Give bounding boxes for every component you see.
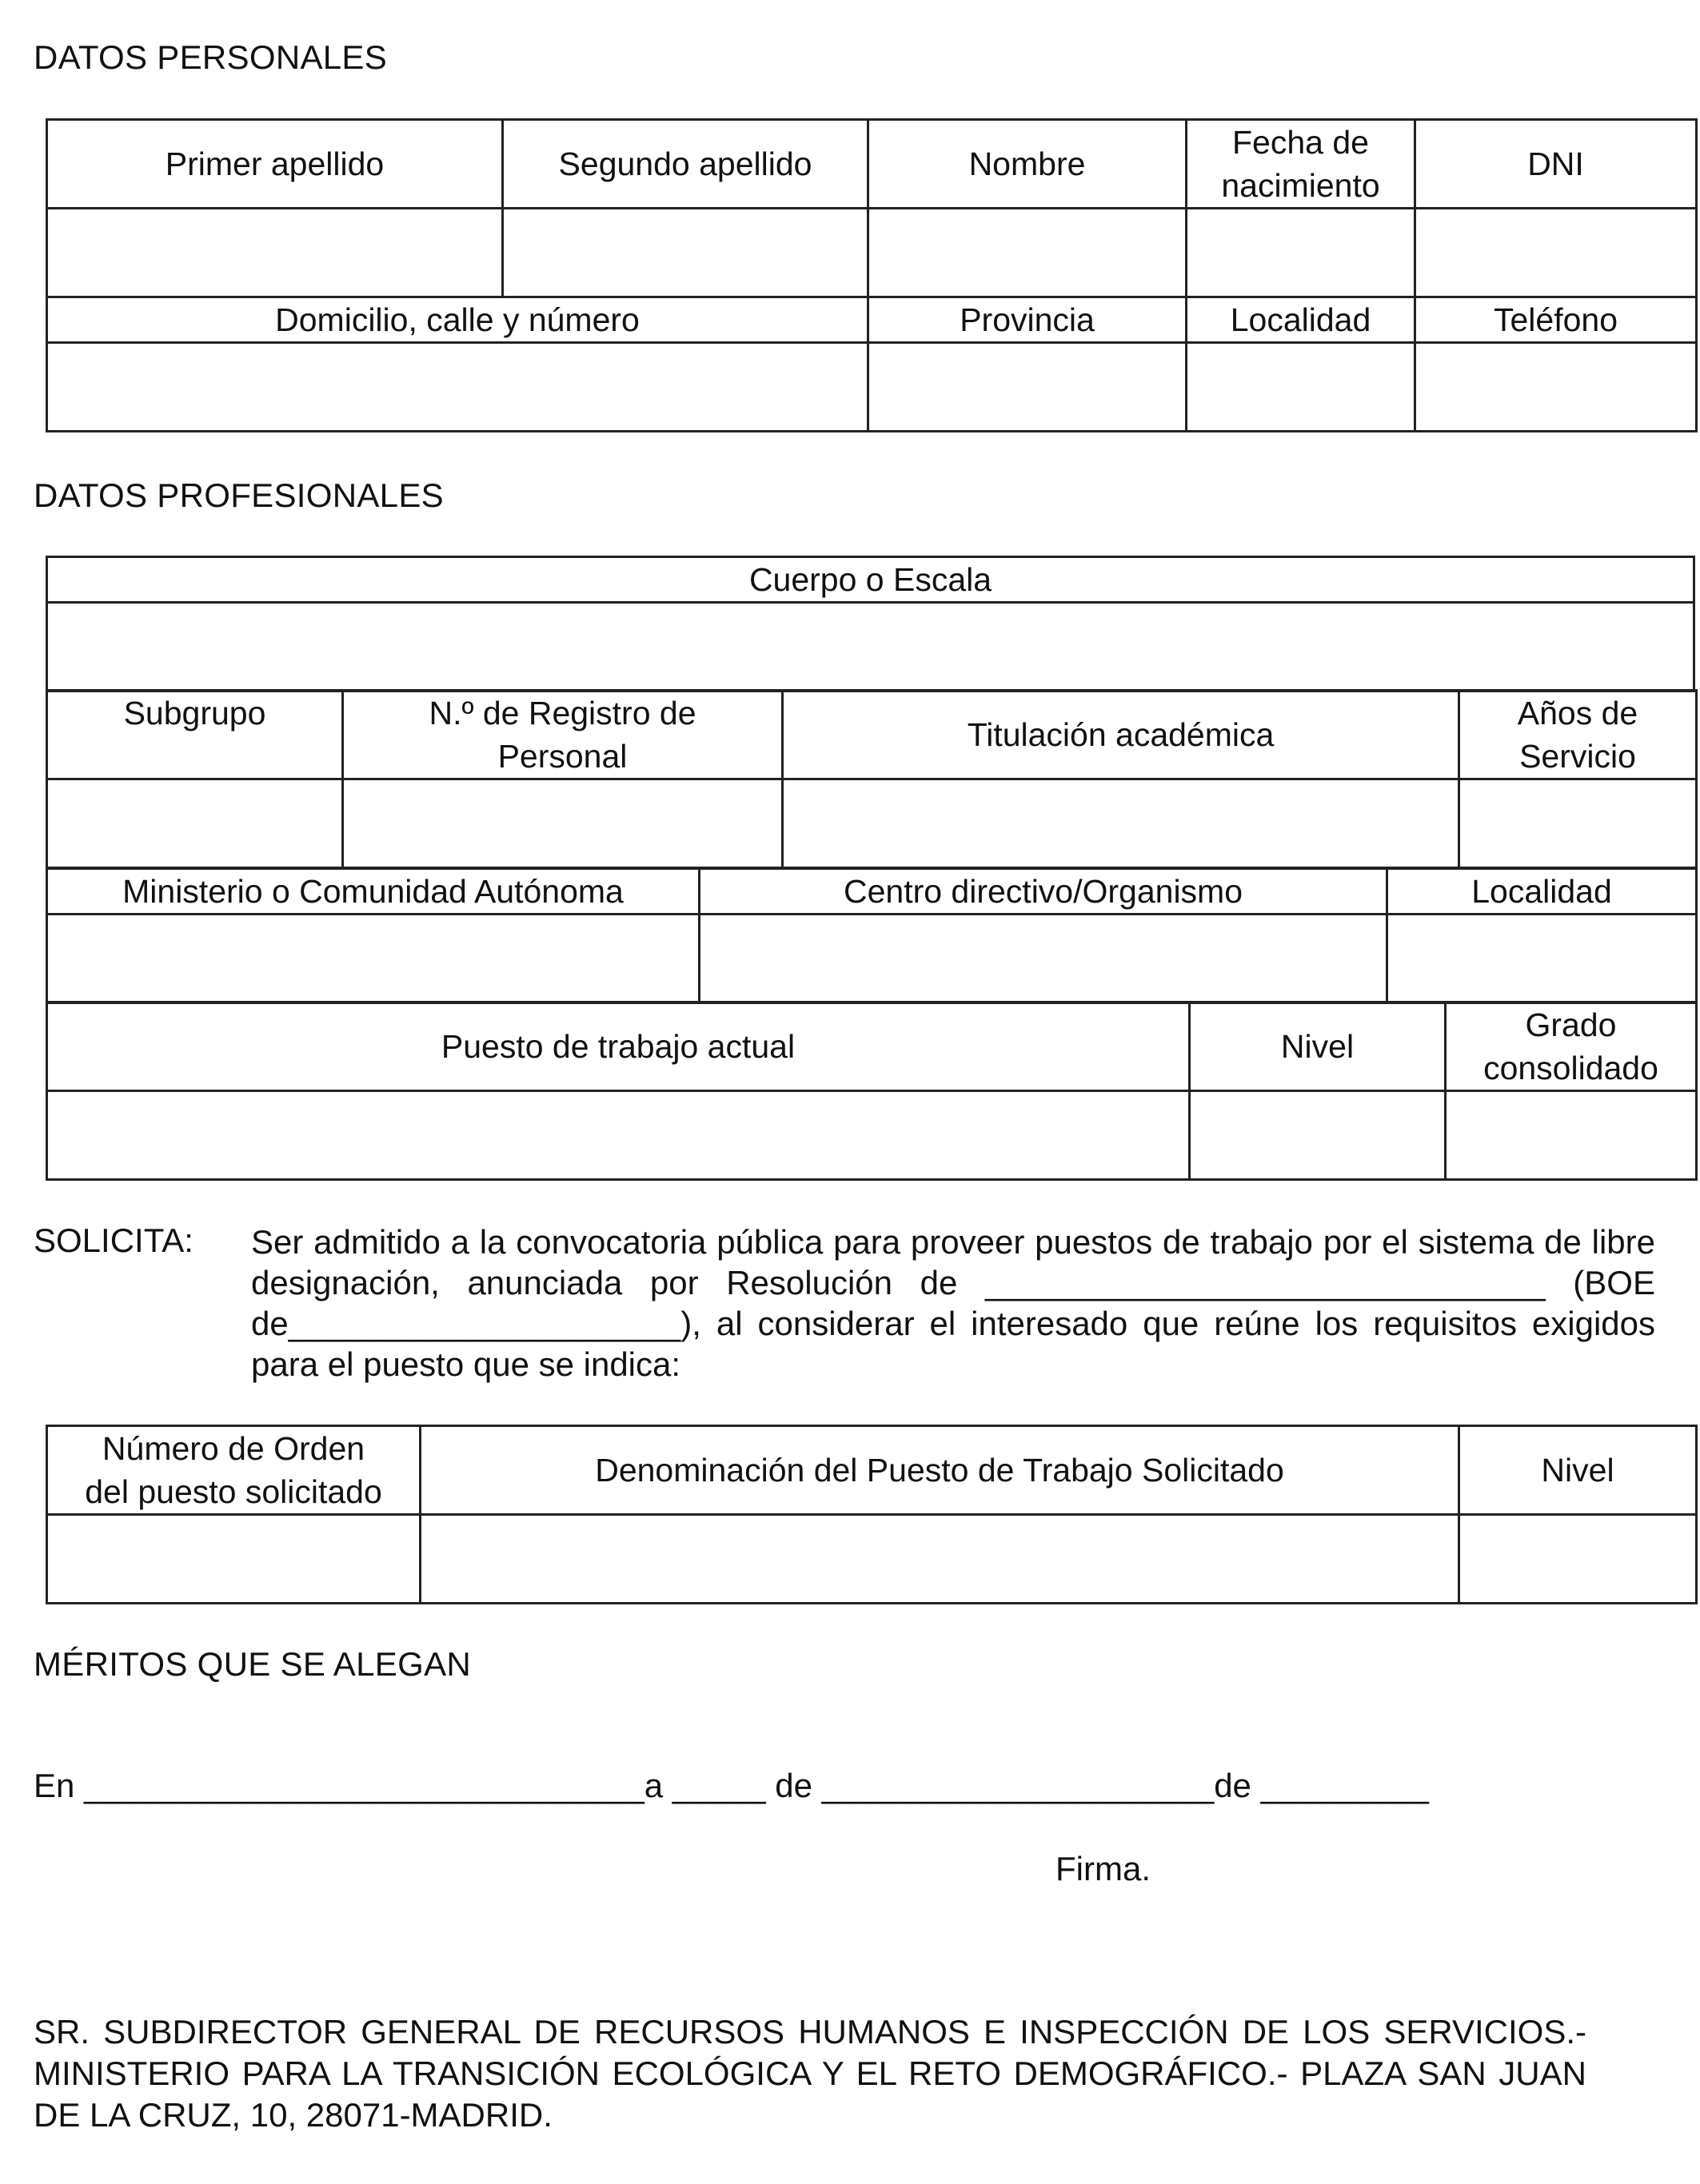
boe-date-blank[interactable]: _____________________: [288, 1305, 681, 1342]
header-cuerpo-escala: Cuerpo o Escala: [47, 557, 1694, 603]
field-puesto-actual[interactable]: [47, 1091, 1190, 1180]
solicita-text-part1: Ser admitido a la convocatoria pública para proveer puestos de trabajo por el sistema de libre designación, anunciada por Resolución de ______________________________ (BOE de: [251, 1223, 1655, 1342]
firma-label: Firma.: [1056, 1850, 1151, 1887]
professional-subgrupo-table: [46, 689, 1698, 869]
header-centro-directivo: Centro directivo/Organismo: [700, 869, 1387, 915]
field-subgrupo[interactable]: [47, 779, 343, 868]
header-grado-consolidado: Grado consolidado: [1446, 1002, 1697, 1091]
section-title-meritos: MÉRITOS QUE SE ALEGAN: [34, 1645, 472, 1683]
header-primer-apellido: Primer apellido: [47, 120, 503, 209]
field-localidad-prof[interactable]: [1387, 915, 1697, 1003]
header-localidad-prof: Localidad: [1387, 869, 1697, 915]
header-anos-servicio: Años de Servicio: [1459, 691, 1697, 779]
solicita-text: [251, 1222, 1655, 1385]
header-ministerio: Ministerio o Comunidad Autónoma: [47, 869, 700, 915]
field-denominacion[interactable]: [421, 1515, 1459, 1604]
header-subgrupo: Subgrupo: [47, 691, 343, 779]
field-grado-consolidado[interactable]: [1446, 1091, 1697, 1180]
field-registro-personal[interactable]: [343, 779, 783, 868]
section-title-professional: DATOS PROFESIONALES: [34, 476, 444, 514]
header-nivel: Nivel: [1190, 1002, 1446, 1091]
solicita-text-part2: ), al considerar el interesado que reúne los requisitos exigidos para el puesto que se indica:: [251, 1305, 1655, 1383]
section-title-personal: DATOS PERSONALES: [34, 38, 388, 76]
solicita-label: SOLICITA:: [34, 1222, 194, 1259]
professional-cuerpo-table: [46, 556, 1695, 692]
requested-position-table: [46, 1425, 1698, 1604]
professional-ministerio-table: [46, 867, 1698, 1004]
header-domicilio: Domicilio, calle y número: [47, 297, 868, 343]
field-centro-directivo[interactable]: [700, 915, 1387, 1003]
field-domicilio[interactable]: [47, 343, 868, 432]
personal-data-table: [46, 118, 1698, 432]
field-cuerpo-escala[interactable]: [47, 603, 1694, 691]
header-segundo-apellido: Segundo apellido: [503, 120, 868, 209]
field-nivel-solicitado[interactable]: [1459, 1515, 1697, 1604]
field-primer-apellido[interactable]: [47, 209, 503, 297]
field-fecha-nacimiento[interactable]: [1187, 209, 1415, 297]
header-numero-orden: Número de Orden del puesto solicitado: [47, 1426, 421, 1515]
field-segundo-apellido[interactable]: [503, 209, 868, 297]
header-localidad: Localidad: [1187, 297, 1415, 343]
field-dni[interactable]: [1415, 209, 1697, 297]
header-denominacion: Denominación del Puesto de Trabajo Solicitado: [421, 1426, 1459, 1515]
header-titulacion: Titulación académica: [783, 691, 1459, 779]
field-anos-servicio[interactable]: [1459, 779, 1697, 868]
field-numero-orden[interactable]: [47, 1515, 421, 1604]
header-puesto-actual: Puesto de trabajo actual: [47, 1002, 1190, 1091]
header-registro-personal: N.º de Registro de Personal: [343, 691, 783, 779]
place-date-line[interactable]: En ______________________________a _____ de _____________________de _________: [34, 1767, 1429, 1804]
header-fecha-nacimiento: Fecha de nacimiento: [1187, 120, 1415, 209]
field-telefono[interactable]: [1415, 343, 1697, 432]
header-telefono: Teléfono: [1415, 297, 1697, 343]
field-nombre[interactable]: [868, 209, 1187, 297]
header-nombre: Nombre: [868, 120, 1187, 209]
header-nivel-solicitado: Nivel: [1459, 1426, 1697, 1515]
field-provincia[interactable]: [868, 343, 1187, 432]
field-localidad[interactable]: [1187, 343, 1415, 432]
addressee-block: SR. SUBDIRECTOR GENERAL DE RECURSOS HUMANOS E INSPECCIÓN DE LOS SERVICIOS.-MINISTERIO PARA LA TRANSICIÓN ECOLÓGICA Y EL RETO DEMOGRÁFICO.- PLAZA SAN JUAN DE LA CRUZ, 10, 28071-MADRID.: [34, 2013, 1586, 2134]
header-provincia: Provincia: [868, 297, 1187, 343]
field-titulacion[interactable]: [783, 779, 1459, 868]
professional-puesto-table: [46, 1001, 1698, 1181]
field-ministerio[interactable]: [47, 915, 700, 1003]
header-dni: DNI: [1415, 120, 1697, 209]
field-nivel[interactable]: [1190, 1091, 1446, 1180]
